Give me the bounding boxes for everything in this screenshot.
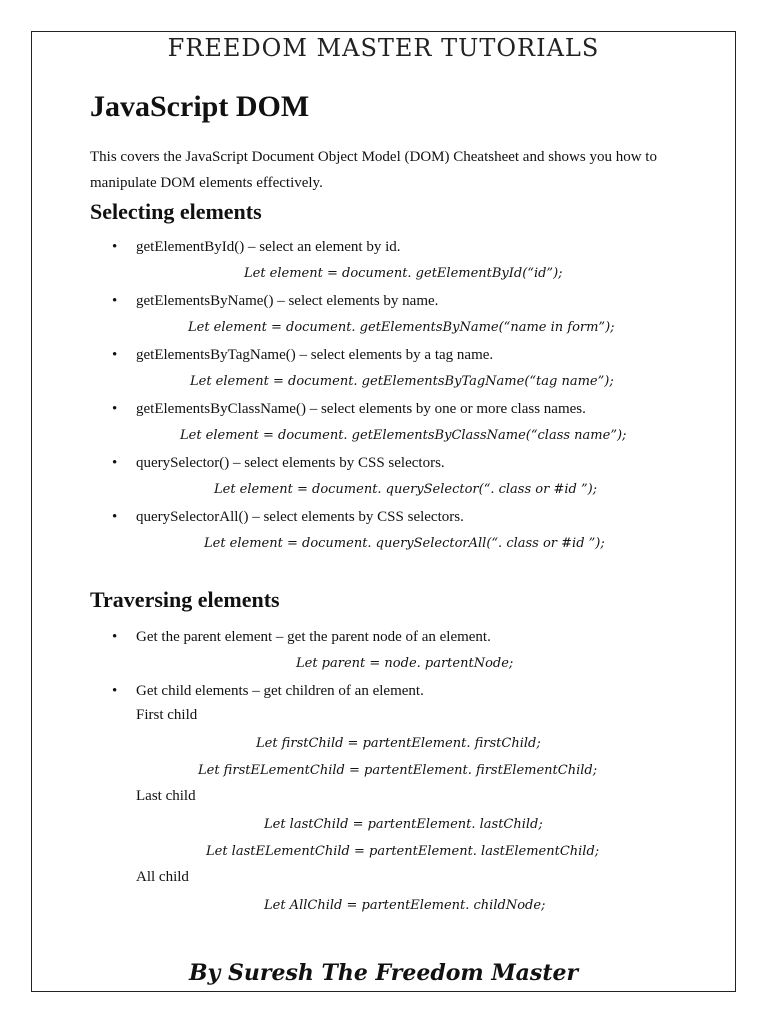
list-item: • getElementById() – select an element by id. <box>112 239 401 255</box>
code-line: Let element = document. querySelectorAll(“. class or #id ”); <box>204 536 605 551</box>
list-item: • getElementsByName() – select elements by name. <box>112 293 439 309</box>
list-item: • Get child elements – get children of an element. <box>112 683 424 699</box>
code-line: Let element = document. getElementsByTagName(“tag name”); <box>190 374 614 389</box>
traversing-list <box>112 627 712 647</box>
code-line: Let element = document. querySelector(“. class or #id ”); <box>214 482 598 497</box>
list-item: • getElementsByClassName() – select elements by one or more class names. <box>112 401 586 417</box>
code-line: Let element = document. getElementsByClassName(“class name”); <box>180 428 627 443</box>
code-line: Let AllChild = partentElement. childNode; <box>264 898 546 913</box>
traversing-list <box>112 681 712 701</box>
list-item: • querySelector() – select elements by CSS selectors. <box>112 455 445 471</box>
code-line: Let element = document. getElementById(“id”); <box>244 266 563 281</box>
all-child-label: All child <box>136 869 189 885</box>
list-item: • getElementsByTagName() – select elements by a tag name. <box>112 347 494 363</box>
selecting-heading: Selecting elements <box>90 199 262 224</box>
signature: By Suresh The Freedom Master <box>188 960 579 986</box>
code-line: Let parent = node. partentNode; <box>296 656 514 671</box>
selecting-list <box>112 345 712 365</box>
selecting-list <box>112 399 712 419</box>
code-line: Let lastChild = partentElement. lastChild; <box>264 817 543 832</box>
first-child-label: First child <box>136 707 198 723</box>
code-line: Let element = document. getElementsByName(“name in form”); <box>188 320 615 335</box>
intro-paragraph: This covers the JavaScript Document Object Model (DOM) Cheatsheet and shows you how to manipulate DOM elements effectively. <box>90 149 657 191</box>
selecting-list <box>112 507 712 527</box>
list-item: • querySelectorAll() – select elements by CSS selectors. <box>112 509 464 525</box>
last-child-label: Last child <box>136 788 196 804</box>
page-title: JavaScript DOM <box>90 90 310 123</box>
code-line: Let firstELementChild = partentElement. firstElementChild; <box>198 763 598 778</box>
list-item: • Get the parent element – get the parent node of an element. <box>112 629 491 645</box>
selecting-list <box>112 237 712 257</box>
code-line: Let firstChild = partentElement. firstChild; <box>256 736 541 751</box>
selecting-list <box>112 291 712 311</box>
traversing-heading: Traversing elements <box>90 587 280 612</box>
code-line: Let lastELementChild = partentElement. lastElementChild; <box>206 844 600 859</box>
page-header: FREEDOM MASTER TUTORIALS <box>167 34 600 62</box>
selecting-list <box>112 453 712 473</box>
